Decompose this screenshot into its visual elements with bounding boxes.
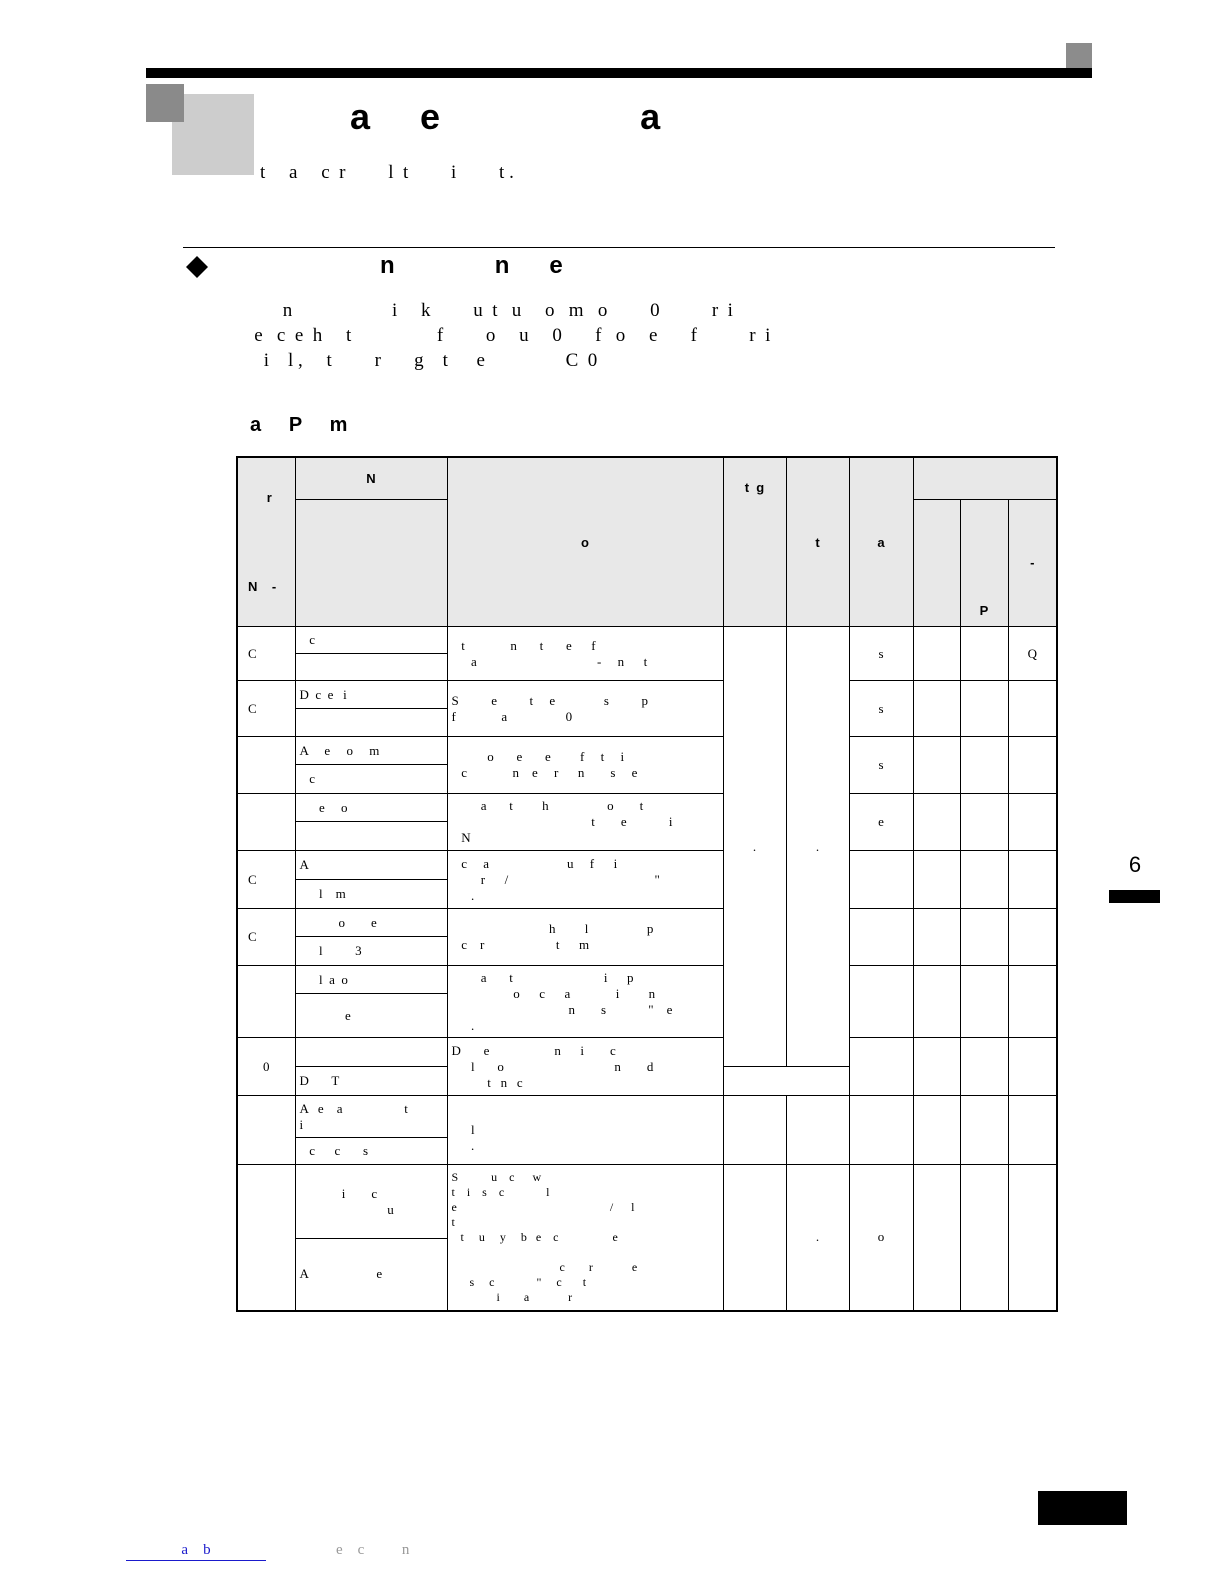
row3-access-v	[913, 737, 960, 794]
table-title: a P m	[250, 414, 348, 436]
row3-description: o e e f t i c n e r n s e	[447, 737, 723, 794]
header-factory-setting: t	[786, 457, 849, 627]
row9-change	[849, 1096, 913, 1165]
header-description: o	[447, 457, 723, 627]
row7-access-v	[913, 966, 960, 1038]
row6-access-q	[1008, 909, 1057, 966]
row2-name: D c e i	[295, 681, 447, 709]
row9-description: l .	[447, 1096, 723, 1165]
row7-access-q	[1008, 966, 1057, 1038]
row2-change: s	[849, 681, 913, 737]
chapter-tab-bar	[1109, 890, 1160, 903]
row3-display: c	[295, 765, 447, 794]
row9-display: c c s	[295, 1138, 447, 1165]
row1-name: c	[295, 627, 447, 654]
row5-access-p	[960, 851, 1008, 909]
row2-description: S e t e s p f a 0	[447, 681, 723, 737]
diamond-bullet-icon	[186, 256, 208, 278]
row10-number	[237, 1165, 295, 1311]
row7-number	[237, 966, 295, 1038]
row10-factory-setting: .	[786, 1165, 849, 1311]
header-name-display	[295, 499, 447, 626]
paragraph-line-1: n i k u t u o m o 0 r i	[240, 300, 733, 321]
row7-display: e	[295, 994, 447, 1038]
row4-display	[295, 822, 447, 851]
row5-description: c a u f i r / " .	[447, 851, 723, 909]
row2-access-p	[960, 681, 1008, 737]
row3-name: A e o m	[295, 737, 447, 765]
row6-display: l 3	[295, 937, 447, 966]
section-title: n n e	[260, 252, 563, 279]
header-change-during-operation: a	[849, 457, 913, 627]
row8-number: 0	[237, 1038, 295, 1096]
row1-access-v	[913, 627, 960, 681]
row7-name: l a o	[295, 966, 447, 994]
row10-change: o	[849, 1165, 913, 1311]
header-access-v	[913, 499, 960, 626]
row2-number: C	[237, 681, 295, 737]
row1-change: s	[849, 627, 913, 681]
section-rule	[183, 247, 1055, 248]
row8-access-p	[960, 1038, 1008, 1096]
header-setting-range: t g	[723, 457, 786, 627]
footer-text: e c n	[336, 1542, 410, 1558]
header-name: N	[295, 457, 447, 499]
header-access-p: P	[960, 499, 1008, 626]
row1-display	[295, 654, 447, 681]
row10-access-q	[1008, 1165, 1057, 1311]
corner-marker	[1066, 43, 1092, 68]
footer-link[interactable]: a b	[126, 1542, 266, 1561]
paragraph-line-2: e c e h t f o u 0 f o e f r i	[240, 325, 771, 346]
row5-access-q	[1008, 851, 1057, 909]
row8-change	[849, 1038, 913, 1096]
row8-access-v	[913, 1038, 960, 1096]
page-heading: a e a	[260, 96, 661, 137]
row6-number: C	[237, 909, 295, 966]
row4-access-q	[1008, 794, 1057, 851]
row4-access-p	[960, 794, 1008, 851]
chapter-decoration-light	[172, 94, 254, 175]
parameter-table	[236, 456, 1058, 1312]
row4-description: a t h o t t e i N	[447, 794, 723, 851]
row3-change: s	[849, 737, 913, 794]
row9-access-p	[960, 1096, 1008, 1165]
row2-display	[295, 709, 447, 737]
row1-access-p	[960, 627, 1008, 681]
top-rule	[146, 68, 1092, 78]
page-number-box	[1038, 1491, 1127, 1525]
chapter-decoration-dark	[146, 84, 184, 122]
page-subheading: t a c r l t i t .	[260, 162, 514, 183]
row3-access-p	[960, 737, 1008, 794]
row1-number: C	[237, 627, 295, 681]
header-access-q: -	[1008, 499, 1057, 626]
row10-setting-range	[723, 1165, 786, 1311]
row2-access-v	[913, 681, 960, 737]
row1-description: t n t e f a - n t	[447, 627, 723, 681]
chapter-tab-number: 6	[1128, 852, 1142, 877]
row5-number: C	[237, 851, 295, 909]
row8-access-q	[1008, 1038, 1057, 1096]
header-param-number: r N -	[237, 457, 295, 627]
row4-change: e	[849, 794, 913, 851]
row5-access-v	[913, 851, 960, 909]
row10-display: A e	[295, 1239, 447, 1311]
row9-access-v	[913, 1096, 960, 1165]
row7-access-p	[960, 966, 1008, 1038]
header-access-level	[913, 457, 1057, 499]
row9-access-q	[1008, 1096, 1057, 1165]
row9-name: A e a t i	[295, 1096, 447, 1138]
merged-factory-setting: .	[786, 627, 849, 1067]
row1-access-q: Q	[1008, 627, 1057, 681]
paragraph-line-3: i l , t r g t e C 0	[240, 350, 598, 371]
row7-description: a t i p o c a i n n s " e .	[447, 966, 723, 1038]
row5-name: A	[295, 851, 447, 880]
row8-display: D T	[295, 1067, 447, 1096]
row4-name: e o	[295, 794, 447, 822]
row5-change	[849, 851, 913, 909]
row4-access-v	[913, 794, 960, 851]
row9-setting-range	[723, 1096, 786, 1165]
row10-name: i c u	[295, 1165, 447, 1239]
row6-access-v	[913, 909, 960, 966]
row6-description: h l p c r t m	[447, 909, 723, 966]
row8-name	[295, 1038, 447, 1067]
row10-access-v	[913, 1165, 960, 1311]
row6-access-p	[960, 909, 1008, 966]
row6-name: o e	[295, 909, 447, 937]
row3-number	[237, 737, 295, 794]
row7-change	[849, 966, 913, 1038]
row6-change	[849, 909, 913, 966]
row9-factory-setting	[786, 1096, 849, 1165]
row4-number	[237, 794, 295, 851]
row9-number	[237, 1096, 295, 1165]
row3-access-q	[1008, 737, 1057, 794]
row8-description: D e n i c l o n d t n c	[447, 1038, 723, 1096]
row5-display: l m	[295, 880, 447, 909]
merged-setting-range: .	[723, 627, 786, 1067]
row10-description: S u c w t i s c l e / l t t u y b e c e c r e s c " c t i a r	[447, 1165, 723, 1311]
row2-access-q	[1008, 681, 1057, 737]
row10-access-p	[960, 1165, 1008, 1311]
